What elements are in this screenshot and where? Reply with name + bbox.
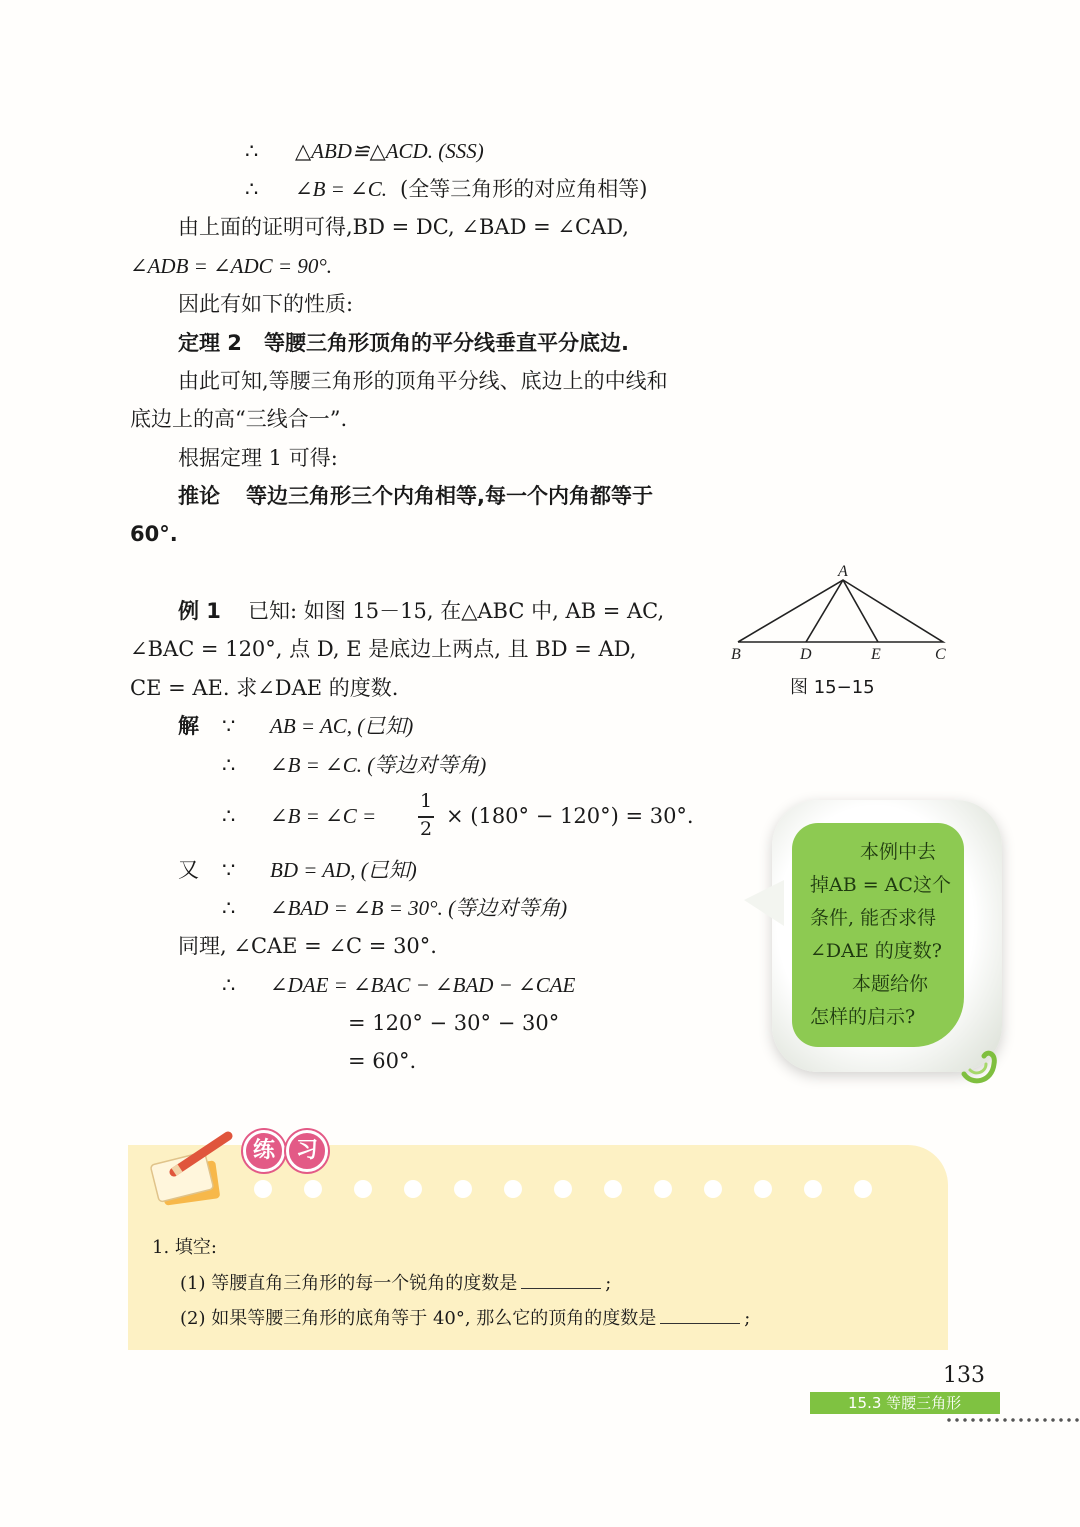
corollary-text: 等边三角形三个内角相等,每一个内角都等于 [246,484,653,508]
solution-step: ∠DAE = ∠BAC − ∠BAD − ∠CAE [270,973,576,997]
fraction-denominator: 2 [419,818,433,840]
text-line: 由上面的证明可得,BD = DC, ∠BAD = ∠CAD, [178,215,629,239]
congruence-statement: △ABD≌△ACD. (SSS) [295,139,484,163]
practice-badge-1: 练 [243,1130,285,1172]
dot-decoration [454,1180,472,1198]
exercise-question: 1. 填空: [152,1237,217,1258]
therefore-symbol: ∴ [245,177,259,201]
triangle-figure [728,560,958,670]
exercise-item-end: ; [744,1308,751,1329]
swirl-decoration-icon [958,1046,1000,1088]
bubble-tail [744,880,784,926]
text-line: 因此有如下的性质: [178,292,354,316]
example-label: 例 1 [178,599,221,623]
solution-step: AB = AC, (已知) [270,714,414,738]
dot-decoration [704,1180,722,1198]
dot-decoration [854,1180,872,1198]
therefore-symbol: ∴ [222,753,236,777]
also-label: 又 [178,858,199,882]
dot-decoration [754,1180,772,1198]
footer-dotted-line [945,1418,1080,1422]
because-symbol: ∵ [222,858,236,882]
answer-blank[interactable] [660,1305,740,1324]
angle-equality: ∠B = ∠C. [295,177,387,201]
pencil-paper-icon [140,1128,250,1208]
bubble-text: 条件, 能否求得 [810,907,937,929]
section-title: 15.3 等腰三角形 [848,1394,962,1412]
solution-label: 解 [178,714,199,738]
fraction-numerator: 1 [419,790,433,812]
exercise-item-text: (1) 等腰直角三角形的每一个锐角的度数是 [180,1273,518,1294]
text-line: 底边上的高“三线合一”. [130,407,348,431]
solution-step: 同理, ∠CAE = ∠C = 30°. [178,934,437,958]
solution-step: = 60°. [348,1049,417,1073]
solution-step: ∠BAD = ∠B = 30°. (等边对等角) [270,896,568,920]
exercise-item [180,1270,611,1298]
dot-decoration [804,1180,822,1198]
corollary-end: 60°. [130,522,178,546]
bubble-text: 怎样的启示? [810,1006,916,1028]
exercise-item-text: (2) 如果等腰三角形的底角等于 40°, 那么它的顶角的度数是 [180,1308,657,1329]
vertex-label-a: A [838,563,848,580]
corollary-label: 推论 [178,484,220,508]
text-line: ∠ADB = ∠ADC = 90°. [130,254,333,278]
dot-decoration [404,1180,422,1198]
bubble-text: 本题给你 [852,973,929,995]
vertex-label-b: B [731,646,741,663]
answer-blank[interactable] [521,1270,601,1289]
text-line: 由此可知,等腰三角形的顶角平分线、底边上的中线和 [178,369,668,393]
theorem-label: 定理 2 [178,331,242,355]
bubble-text: 本例中去 [860,841,937,863]
because-symbol: ∵ [222,714,236,738]
figure-caption: 图 15−15 [790,677,875,698]
page-number: 133 [943,1363,985,1388]
text-line: 根据定理 1 可得: [178,446,338,470]
practice-badge-2: 习 [286,1130,328,1172]
example-text: ∠BAC = 120°, 点 D, E 是底边上两点, 且 BD = AD, [130,637,637,661]
example-text: 已知: 如图 15－15, 在△ABC 中, AB = AC, [248,599,665,623]
dot-decoration [504,1180,522,1198]
bubble-text: 掉AB = AC这个 [810,874,951,896]
therefore-symbol: ∴ [222,973,236,997]
bubble-text: ∠DAE 的度数? [810,940,942,962]
vertex-label-c: C [935,646,946,663]
dot-decoration [604,1180,622,1198]
reason-note: (全等三角形的对应角相等) [400,177,648,201]
example-text: CE = AE. 求∠DAE 的度数. [130,676,399,700]
dot-decoration [304,1180,322,1198]
solution-step: = 120° − 30° − 30° [348,1011,560,1035]
theorem-text: 等腰三角形顶角的平分线垂直平分底边. [264,331,629,355]
dot-decoration [654,1180,672,1198]
point-label-d: D [800,646,812,663]
therefore-symbol: ∴ [222,896,236,920]
dot-decoration [554,1180,572,1198]
section-footer [810,1392,1000,1414]
solution-step: BD = AD, (已知) [270,858,417,882]
exercise-item-end: ; [605,1273,612,1294]
dot-decoration [354,1180,372,1198]
point-label-e: E [871,646,881,663]
solution-step: × (180° − 120°) = 30°. [446,804,694,828]
therefore-symbol: ∴ [245,139,259,163]
exercise-item [180,1305,750,1333]
therefore-symbol: ∴ [222,804,236,828]
solution-step: ∠B = ∠C. (等边对等角) [270,753,487,777]
dot-decoration [254,1180,272,1198]
solution-step: ∠B = ∠C = [270,804,377,828]
